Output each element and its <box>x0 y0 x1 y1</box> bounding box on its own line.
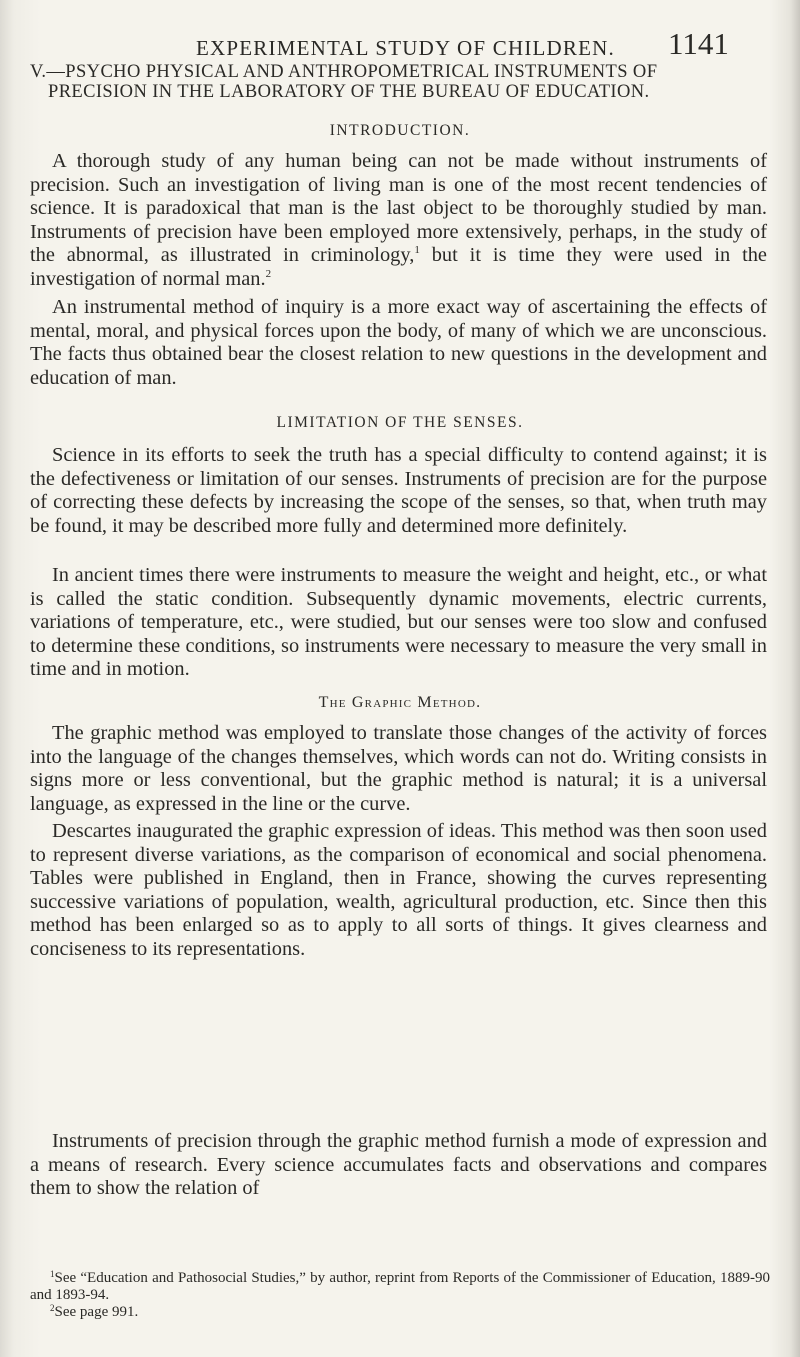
subhead-graphic-method: The Graphic Method. <box>318 694 482 711</box>
section-heading <box>30 62 770 102</box>
section-heading-line2: PRECISION IN THE LABORATORY OF THE BUREAU OF EDUCATION. <box>48 82 650 102</box>
footnote-2: $^2$See page 991. <box>50 1303 139 1320</box>
paragraph-limitation-2: In ancient times there were instruments to measure the weight and height, etc., or what is called the static condition. Subsequently dynamic movements, electric currents, variations of temperature, etc., were studied, but our senses were too slow and confused to determine these conditions, so instruments were necessary to measure the very small in time and in motion. <box>30 564 767 681</box>
footnote-ref-2: 2 <box>265 267 272 280</box>
paragraph-graphic-1: The graphic method was employed to translate those changes of the activity of forces into the language of the changes themselves, which words can not do. Writing consists in signs more or less conventional, but the graphic method is natural; it is a universal language, as expressed in the line or the curve. <box>30 722 767 815</box>
footnote-1: $^1$See “Education and Pathosocial Studies,” by author, reprint from Reports of the Commissioner of Education, 1889-90 and 1893-94. <box>30 1269 770 1303</box>
page-number: 1141 <box>668 26 729 61</box>
footnotes <box>30 1270 770 1321</box>
paragraph-limitation-1: Science in its efforts to seek the truth has a special difficulty to contend against; it is the defectiveness or limitation of our senses. Instruments of precision are for the purpose of correcting these defects by increasing the scope of the senses, so that, when truth may be found, it may be described more fully and determined more definitely. <box>30 444 767 537</box>
section-heading-line1: V.—PSYCHO PHYSICAL AND ANTHROPOMETRICAL INSTRUMENTS OF <box>30 62 658 82</box>
running-title: EXPERIMENTAL STUDY OF CHILDREN. <box>196 36 615 60</box>
subhead-introduction: INTRODUCTION. <box>329 122 471 139</box>
footnote-rule <box>28 1264 770 1265</box>
footnote-ref-1: 1 <box>414 244 420 257</box>
paragraph-graphic-2: Descartes inaugurated the graphic expression of ideas. This method was then soon used to represent diverse variations, as the comparison of economical and social phenomena. Tables were published in England, then in France, showing the curves representing successive variations of population, wealth, agricultural production, etc. Since then this method has been enlarged so as to apply to all sorts of things. It gives clearness and conciseness to its representations. <box>30 820 767 960</box>
paragraph-intro-1: A thorough study of any human being can not be made without instruments of precision. Such an investigation of living man is one of the most recent tendencies of science. It is paradoxical that man is the last object to be thoroughly studied by man. Instruments of precision have been employed more extensively, perhaps, in the study of the abnormal, as illustrated in criminology,$^1$ but it is time they were used in the investigation of normal man.$^2$ <box>30 150 767 290</box>
running-head <box>0 24 800 64</box>
subhead-limitation: LIMITATION OF THE SENSES. <box>276 414 524 431</box>
paragraph-graphic-3: Instruments of precision through the graphic method furnish a mode of expression and a means of research. Every science accumulates facts and observations and compares them to show the relation of <box>30 1130 767 1200</box>
paragraph-intro-2: An instrumental method of inquiry is a more exact way of ascertaining the effects of mental, moral, and physical forces upon the body, of many of which we are unconscious. The facts thus obtained bear the closest relation to new questions in the development and education of man. <box>30 296 767 389</box>
